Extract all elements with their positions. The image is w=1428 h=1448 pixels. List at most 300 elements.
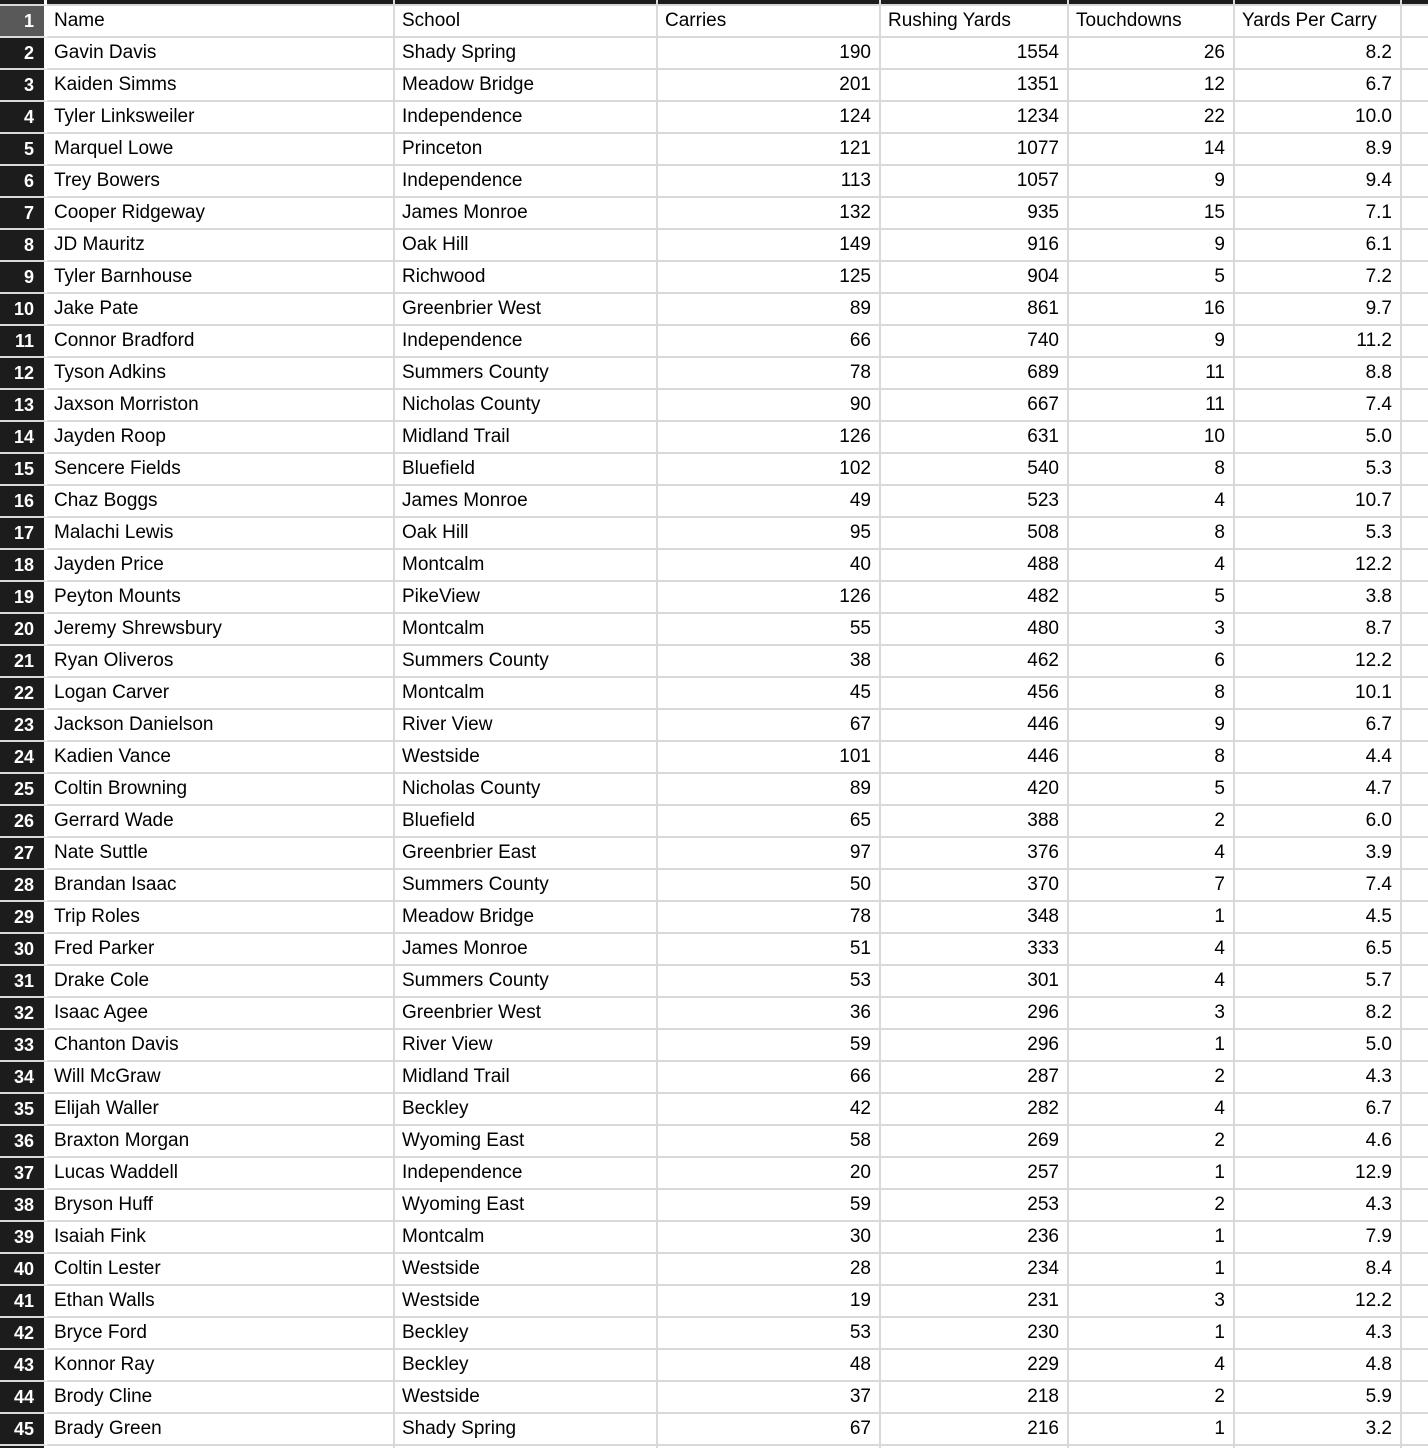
row-number[interactable]: 7 bbox=[0, 198, 47, 230]
row-number[interactable]: 30 bbox=[0, 934, 47, 966]
empty-cell[interactable] bbox=[1402, 390, 1428, 422]
cell-school[interactable]: Bluefield bbox=[395, 454, 658, 486]
cell-touchdowns[interactable]: 4 bbox=[1069, 838, 1235, 870]
cell-rushing-yards[interactable]: 480 bbox=[881, 614, 1069, 646]
cell-yards-per-carry[interactable]: 5.3 bbox=[1235, 454, 1402, 486]
empty-cell[interactable] bbox=[1402, 1158, 1428, 1190]
column-header-rushing-yards[interactable]: Rushing Yards bbox=[881, 6, 1069, 38]
cell-yards-per-carry[interactable]: 4.3 bbox=[1235, 1062, 1402, 1094]
cell-touchdowns[interactable]: 10 bbox=[1069, 422, 1235, 454]
cell-rushing-yards[interactable]: 667 bbox=[881, 390, 1069, 422]
empty-cell[interactable] bbox=[1402, 902, 1428, 934]
cell-yards-per-carry[interactable]: 4.4 bbox=[1235, 742, 1402, 774]
cell-yards-per-carry[interactable]: 5.0 bbox=[1235, 422, 1402, 454]
cell-yards-per-carry[interactable]: 8.2 bbox=[1235, 38, 1402, 70]
cell-school[interactable]: Independence bbox=[395, 102, 658, 134]
cell-school[interactable]: Oak Hill bbox=[395, 518, 658, 550]
cell-name[interactable]: Isaiah Fink bbox=[47, 1222, 395, 1254]
cell-school[interactable]: Westside bbox=[395, 1254, 658, 1286]
cell-touchdowns[interactable]: 4 bbox=[1069, 934, 1235, 966]
row-number[interactable]: 35 bbox=[0, 1094, 47, 1126]
cell-carries[interactable]: 67 bbox=[658, 710, 881, 742]
row-number[interactable]: 11 bbox=[0, 326, 47, 358]
row-number[interactable]: 18 bbox=[0, 550, 47, 582]
cell-name[interactable]: Connor Bradford bbox=[47, 326, 395, 358]
cell-touchdowns[interactable]: 1 bbox=[1069, 1254, 1235, 1286]
empty-cell[interactable] bbox=[1402, 774, 1428, 806]
cell-school[interactable]: Montcalm bbox=[395, 550, 658, 582]
cell-yards-per-carry[interactable]: 3.8 bbox=[1235, 582, 1402, 614]
cell-school[interactable]: James Monroe bbox=[395, 934, 658, 966]
cell-carries[interactable]: 66 bbox=[658, 1062, 881, 1094]
row-number[interactable]: 36 bbox=[0, 1126, 47, 1158]
empty-cell[interactable] bbox=[1402, 1030, 1428, 1062]
cell-carries[interactable]: 20 bbox=[658, 1158, 881, 1190]
row-number[interactable]: 24 bbox=[0, 742, 47, 774]
cell-yards-per-carry[interactable]: 12.2 bbox=[1235, 646, 1402, 678]
cell-touchdowns[interactable]: 3 bbox=[1069, 1286, 1235, 1318]
cell-carries[interactable]: 90 bbox=[658, 390, 881, 422]
cell-name[interactable]: Jackson Danielson bbox=[47, 710, 395, 742]
row-number[interactable]: 1 bbox=[0, 6, 47, 38]
row-number[interactable]: 15 bbox=[0, 454, 47, 486]
cell-name[interactable]: Drake Cole bbox=[47, 966, 395, 998]
cell-yards-per-carry[interactable]: 6.7 bbox=[1235, 710, 1402, 742]
empty-cell[interactable] bbox=[1402, 1222, 1428, 1254]
cell-touchdowns[interactable]: 5 bbox=[1069, 774, 1235, 806]
empty-cell[interactable] bbox=[1402, 6, 1428, 38]
cell-touchdowns[interactable]: 4 bbox=[1069, 1094, 1235, 1126]
row-number[interactable]: 17 bbox=[0, 518, 47, 550]
cell-touchdowns[interactable]: 2 bbox=[1069, 1382, 1235, 1414]
row-number[interactable]: 31 bbox=[0, 966, 47, 998]
empty-cell[interactable] bbox=[1402, 1254, 1428, 1286]
cell-name[interactable]: Kadien Vance bbox=[47, 742, 395, 774]
empty-cell[interactable] bbox=[1402, 1414, 1428, 1446]
cell-touchdowns[interactable]: 3 bbox=[1069, 998, 1235, 1030]
cell-yards-per-carry[interactable]: 8.8 bbox=[1235, 358, 1402, 390]
cell-name[interactable]: Chaz Boggs bbox=[47, 486, 395, 518]
cell-school[interactable]: Nicholas County bbox=[395, 774, 658, 806]
cell-carries[interactable]: 125 bbox=[658, 262, 881, 294]
row-number[interactable]: 12 bbox=[0, 358, 47, 390]
cell-school[interactable]: Montcalm bbox=[395, 1222, 658, 1254]
cell-school[interactable]: Meadow Bridge bbox=[395, 70, 658, 102]
cell-rushing-yards[interactable]: 482 bbox=[881, 582, 1069, 614]
row-number[interactable]: 16 bbox=[0, 486, 47, 518]
cell-touchdowns[interactable]: 26 bbox=[1069, 38, 1235, 70]
cell-school[interactable]: Beckley bbox=[395, 1350, 658, 1382]
empty-cell[interactable] bbox=[1402, 518, 1428, 550]
cell-touchdowns[interactable]: 7 bbox=[1069, 870, 1235, 902]
empty-cell[interactable] bbox=[1402, 38, 1428, 70]
cell-yards-per-carry[interactable]: 7.4 bbox=[1235, 390, 1402, 422]
row-number[interactable]: 40 bbox=[0, 1254, 47, 1286]
cell-carries[interactable]: 66 bbox=[658, 326, 881, 358]
cell-carries[interactable]: 126 bbox=[658, 582, 881, 614]
cell-name[interactable]: Malachi Lewis bbox=[47, 518, 395, 550]
cell-school[interactable]: Summers County bbox=[395, 870, 658, 902]
cell-rushing-yards[interactable]: 216 bbox=[881, 1414, 1069, 1446]
empty-cell[interactable] bbox=[1402, 166, 1428, 198]
column-header-yards-per-carry[interactable]: Yards Per Carry bbox=[1235, 6, 1402, 38]
empty-cell[interactable] bbox=[1402, 102, 1428, 134]
cell-name[interactable]: Brody Cline bbox=[47, 1382, 395, 1414]
cell-rushing-yards[interactable]: 523 bbox=[881, 486, 1069, 518]
empty-cell[interactable] bbox=[1402, 998, 1428, 1030]
cell-name[interactable]: Brandan Isaac bbox=[47, 870, 395, 902]
cell-carries[interactable]: 28 bbox=[658, 1254, 881, 1286]
cell-school[interactable]: River View bbox=[395, 1030, 658, 1062]
cell-rushing-yards[interactable]: 446 bbox=[881, 742, 1069, 774]
cell-yards-per-carry[interactable]: 8.2 bbox=[1235, 998, 1402, 1030]
cell-rushing-yards[interactable]: 446 bbox=[881, 710, 1069, 742]
cell-yards-per-carry[interactable]: 8.7 bbox=[1235, 614, 1402, 646]
row-number[interactable]: 23 bbox=[0, 710, 47, 742]
cell-touchdowns[interactable]: 11 bbox=[1069, 390, 1235, 422]
row-number[interactable]: 28 bbox=[0, 870, 47, 902]
cell-school[interactable]: Midland Trail bbox=[395, 1062, 658, 1094]
row-number[interactable]: 9 bbox=[0, 262, 47, 294]
cell-carries[interactable]: 45 bbox=[658, 678, 881, 710]
cell-name[interactable]: Coltin Lester bbox=[47, 1254, 395, 1286]
cell-rushing-yards[interactable]: 689 bbox=[881, 358, 1069, 390]
cell-school[interactable]: Westside bbox=[395, 1382, 658, 1414]
cell-rushing-yards[interactable]: 456 bbox=[881, 678, 1069, 710]
cell-school[interactable]: Independence bbox=[395, 166, 658, 198]
cell-carries[interactable]: 48 bbox=[658, 1350, 881, 1382]
cell-touchdowns[interactable]: 1 bbox=[1069, 1318, 1235, 1350]
cell-yards-per-carry[interactable]: 5.7 bbox=[1235, 966, 1402, 998]
column-header-touchdowns[interactable]: Touchdowns bbox=[1069, 6, 1235, 38]
cell-school[interactable]: Summers County bbox=[395, 358, 658, 390]
cell-carries[interactable]: 201 bbox=[658, 70, 881, 102]
empty-cell[interactable] bbox=[1402, 966, 1428, 998]
cell-touchdowns[interactable]: 6 bbox=[1069, 646, 1235, 678]
cell-school[interactable]: Westside bbox=[395, 1286, 658, 1318]
cell-rushing-yards[interactable]: 229 bbox=[881, 1350, 1069, 1382]
cell-yards-per-carry[interactable]: 12.2 bbox=[1235, 1286, 1402, 1318]
cell-name[interactable]: Braxton Morgan bbox=[47, 1126, 395, 1158]
cell-yards-per-carry[interactable]: 6.1 bbox=[1235, 230, 1402, 262]
row-number[interactable]: 14 bbox=[0, 422, 47, 454]
row-number[interactable]: 29 bbox=[0, 902, 47, 934]
row-number[interactable]: 20 bbox=[0, 614, 47, 646]
cell-school[interactable]: Greenbrier West bbox=[395, 294, 658, 326]
cell-name[interactable]: Peyton Mounts bbox=[47, 582, 395, 614]
cell-touchdowns[interactable]: 5 bbox=[1069, 262, 1235, 294]
cell-rushing-yards[interactable]: 1234 bbox=[881, 102, 1069, 134]
cell-name[interactable]: JD Mauritz bbox=[47, 230, 395, 262]
cell-yards-per-carry[interactable]: 5.9 bbox=[1235, 1382, 1402, 1414]
cell-rushing-yards[interactable]: 230 bbox=[881, 1318, 1069, 1350]
cell-name[interactable]: Gerrard Wade bbox=[47, 806, 395, 838]
cell-yards-per-carry[interactable]: 10.0 bbox=[1235, 102, 1402, 134]
cell-yards-per-carry[interactable]: 12.9 bbox=[1235, 1158, 1402, 1190]
cell-carries[interactable]: 78 bbox=[658, 902, 881, 934]
cell-yards-per-carry[interactable]: 4.6 bbox=[1235, 1126, 1402, 1158]
cell-school[interactable]: PikeView bbox=[395, 582, 658, 614]
cell-yards-per-carry[interactable]: 4.5 bbox=[1235, 902, 1402, 934]
cell-touchdowns[interactable]: 12 bbox=[1069, 70, 1235, 102]
cell-school[interactable]: James Monroe bbox=[395, 486, 658, 518]
cell-touchdowns[interactable]: 8 bbox=[1069, 678, 1235, 710]
cell-school[interactable]: Summers County bbox=[395, 966, 658, 998]
cell-carries[interactable]: 65 bbox=[658, 806, 881, 838]
empty-cell[interactable] bbox=[1402, 870, 1428, 902]
cell-rushing-yards[interactable]: 540 bbox=[881, 454, 1069, 486]
cell-rushing-yards[interactable]: 253 bbox=[881, 1190, 1069, 1222]
cell-touchdowns[interactable]: 2 bbox=[1069, 1126, 1235, 1158]
cell-touchdowns[interactable]: 14 bbox=[1069, 134, 1235, 166]
empty-cell[interactable] bbox=[1402, 1286, 1428, 1318]
cell-name[interactable]: Bryce Ford bbox=[47, 1318, 395, 1350]
cell-yards-per-carry[interactable]: 7.4 bbox=[1235, 870, 1402, 902]
cell-name[interactable]: Chanton Davis bbox=[47, 1030, 395, 1062]
empty-cell[interactable] bbox=[1402, 1062, 1428, 1094]
cell-rushing-yards[interactable]: 257 bbox=[881, 1158, 1069, 1190]
cell-name[interactable]: Logan Carver bbox=[47, 678, 395, 710]
cell-school[interactable]: Beckley bbox=[395, 1094, 658, 1126]
column-header-name[interactable]: Name bbox=[47, 6, 395, 38]
row-number[interactable]: 19 bbox=[0, 582, 47, 614]
cell-school[interactable]: Westside bbox=[395, 742, 658, 774]
cell-rushing-yards[interactable]: 508 bbox=[881, 518, 1069, 550]
cell-name[interactable]: Sencere Fields bbox=[47, 454, 395, 486]
cell-yards-per-carry[interactable]: 6.7 bbox=[1235, 70, 1402, 102]
empty-cell[interactable] bbox=[1402, 582, 1428, 614]
cell-rushing-yards[interactable]: 631 bbox=[881, 422, 1069, 454]
cell-carries[interactable]: 101 bbox=[658, 742, 881, 774]
cell-carries[interactable]: 59 bbox=[658, 1030, 881, 1062]
cell-rushing-yards[interactable]: 282 bbox=[881, 1094, 1069, 1126]
cell-touchdowns[interactable]: 11 bbox=[1069, 358, 1235, 390]
cell-rushing-yards[interactable]: 234 bbox=[881, 1254, 1069, 1286]
cell-school[interactable]: Greenbrier East bbox=[395, 838, 658, 870]
cell-school[interactable]: Princeton bbox=[395, 134, 658, 166]
cell-carries[interactable]: 149 bbox=[658, 230, 881, 262]
cell-carries[interactable]: 55 bbox=[658, 614, 881, 646]
cell-touchdowns[interactable]: 8 bbox=[1069, 518, 1235, 550]
cell-touchdowns[interactable]: 2 bbox=[1069, 1062, 1235, 1094]
cell-rushing-yards[interactable]: 376 bbox=[881, 838, 1069, 870]
empty-cell[interactable] bbox=[1402, 806, 1428, 838]
empty-cell[interactable] bbox=[1402, 550, 1428, 582]
cell-name[interactable]: Bryson Huff bbox=[47, 1190, 395, 1222]
cell-name[interactable]: Trey Bowers bbox=[47, 166, 395, 198]
cell-name[interactable]: Tyson Adkins bbox=[47, 358, 395, 390]
cell-yards-per-carry[interactable]: 12.2 bbox=[1235, 550, 1402, 582]
cell-touchdowns[interactable]: 2 bbox=[1069, 1190, 1235, 1222]
cell-carries[interactable]: 124 bbox=[658, 102, 881, 134]
cell-school[interactable]: Wyoming East bbox=[395, 1190, 658, 1222]
cell-yards-per-carry[interactable]: 7.9 bbox=[1235, 1222, 1402, 1254]
cell-name[interactable]: Kaiden Simms bbox=[47, 70, 395, 102]
cell-rushing-yards[interactable]: 296 bbox=[881, 998, 1069, 1030]
cell-name[interactable]: Jeremy Shrewsbury bbox=[47, 614, 395, 646]
cell-yards-per-carry[interactable]: 10.7 bbox=[1235, 486, 1402, 518]
cell-school[interactable]: Richwood bbox=[395, 262, 658, 294]
cell-carries[interactable]: 38 bbox=[658, 646, 881, 678]
cell-touchdowns[interactable]: 4 bbox=[1069, 966, 1235, 998]
cell-yards-per-carry[interactable]: 9.7 bbox=[1235, 294, 1402, 326]
cell-name[interactable]: Tyler Linksweiler bbox=[47, 102, 395, 134]
cell-rushing-yards[interactable]: 348 bbox=[881, 902, 1069, 934]
row-number[interactable]: 26 bbox=[0, 806, 47, 838]
cell-carries[interactable]: 95 bbox=[658, 518, 881, 550]
cell-yards-per-carry[interactable]: 7.1 bbox=[1235, 198, 1402, 230]
empty-cell[interactable] bbox=[1402, 70, 1428, 102]
cell-name[interactable]: Jaxson Morriston bbox=[47, 390, 395, 422]
cell-touchdowns[interactable]: 1 bbox=[1069, 1222, 1235, 1254]
cell-yards-per-carry[interactable]: 3.9 bbox=[1235, 838, 1402, 870]
cell-school[interactable]: Montcalm bbox=[395, 614, 658, 646]
row-number[interactable]: 6 bbox=[0, 166, 47, 198]
cell-yards-per-carry[interactable]: 10.1 bbox=[1235, 678, 1402, 710]
cell-touchdowns[interactable]: 8 bbox=[1069, 454, 1235, 486]
empty-cell[interactable] bbox=[1402, 326, 1428, 358]
cell-carries[interactable]: 58 bbox=[658, 1126, 881, 1158]
row-number[interactable]: 37 bbox=[0, 1158, 47, 1190]
cell-touchdowns[interactable]: 5 bbox=[1069, 582, 1235, 614]
cell-carries[interactable]: 67 bbox=[658, 1414, 881, 1446]
row-number[interactable]: 43 bbox=[0, 1350, 47, 1382]
empty-cell[interactable] bbox=[1402, 934, 1428, 966]
cell-name[interactable]: Lucas Waddell bbox=[47, 1158, 395, 1190]
cell-carries[interactable]: 132 bbox=[658, 198, 881, 230]
cell-name[interactable]: Nate Suttle bbox=[47, 838, 395, 870]
cell-touchdowns[interactable]: 1 bbox=[1069, 1158, 1235, 1190]
cell-yards-per-carry[interactable]: 6.0 bbox=[1235, 806, 1402, 838]
cell-rushing-yards[interactable]: 935 bbox=[881, 198, 1069, 230]
row-number[interactable]: 21 bbox=[0, 646, 47, 678]
cell-school[interactable]: River View bbox=[395, 710, 658, 742]
cell-rushing-yards[interactable]: 1077 bbox=[881, 134, 1069, 166]
empty-cell[interactable] bbox=[1402, 422, 1428, 454]
row-number[interactable]: 32 bbox=[0, 998, 47, 1030]
row-number[interactable]: 27 bbox=[0, 838, 47, 870]
cell-carries[interactable]: 89 bbox=[658, 774, 881, 806]
empty-cell[interactable] bbox=[1402, 614, 1428, 646]
cell-yards-per-carry[interactable]: 8.9 bbox=[1235, 134, 1402, 166]
cell-rushing-yards[interactable]: 236 bbox=[881, 1222, 1069, 1254]
row-number[interactable]: 3 bbox=[0, 70, 47, 102]
cell-touchdowns[interactable]: 4 bbox=[1069, 486, 1235, 518]
cell-carries[interactable]: 37 bbox=[658, 1382, 881, 1414]
cell-name[interactable]: Isaac Agee bbox=[47, 998, 395, 1030]
cell-school[interactable]: Oak Hill bbox=[395, 230, 658, 262]
cell-rushing-yards[interactable]: 1351 bbox=[881, 70, 1069, 102]
cell-name[interactable]: Ethan Walls bbox=[47, 1286, 395, 1318]
cell-carries[interactable]: 53 bbox=[658, 966, 881, 998]
empty-cell[interactable] bbox=[1402, 1126, 1428, 1158]
cell-rushing-yards[interactable]: 301 bbox=[881, 966, 1069, 998]
cell-carries[interactable]: 121 bbox=[658, 134, 881, 166]
cell-carries[interactable]: 59 bbox=[658, 1190, 881, 1222]
cell-name[interactable]: Konnor Ray bbox=[47, 1350, 395, 1382]
cell-touchdowns[interactable]: 15 bbox=[1069, 198, 1235, 230]
cell-rushing-yards[interactable]: 861 bbox=[881, 294, 1069, 326]
cell-touchdowns[interactable]: 3 bbox=[1069, 614, 1235, 646]
cell-school[interactable]: Midland Trail bbox=[395, 422, 658, 454]
cell-name[interactable]: Jayden Price bbox=[47, 550, 395, 582]
cell-rushing-yards[interactable]: 370 bbox=[881, 870, 1069, 902]
cell-name[interactable]: Brady Green bbox=[47, 1414, 395, 1446]
row-number[interactable]: 5 bbox=[0, 134, 47, 166]
cell-carries[interactable]: 89 bbox=[658, 294, 881, 326]
empty-cell[interactable] bbox=[1402, 710, 1428, 742]
cell-school[interactable]: Nicholas County bbox=[395, 390, 658, 422]
cell-yards-per-carry[interactable]: 3.2 bbox=[1235, 1414, 1402, 1446]
row-number[interactable]: 45 bbox=[0, 1414, 47, 1446]
cell-touchdowns[interactable]: 8 bbox=[1069, 742, 1235, 774]
cell-rushing-yards[interactable]: 462 bbox=[881, 646, 1069, 678]
cell-carries[interactable]: 50 bbox=[658, 870, 881, 902]
empty-cell[interactable] bbox=[1402, 358, 1428, 390]
cell-rushing-yards[interactable]: 420 bbox=[881, 774, 1069, 806]
empty-cell[interactable] bbox=[1402, 742, 1428, 774]
row-number[interactable]: 42 bbox=[0, 1318, 47, 1350]
cell-yards-per-carry[interactable]: 6.5 bbox=[1235, 934, 1402, 966]
cell-touchdowns[interactable]: 9 bbox=[1069, 326, 1235, 358]
empty-cell[interactable] bbox=[1402, 678, 1428, 710]
cell-yards-per-carry[interactable]: 5.0 bbox=[1235, 1030, 1402, 1062]
empty-cell[interactable] bbox=[1402, 646, 1428, 678]
cell-yards-per-carry[interactable]: 4.3 bbox=[1235, 1190, 1402, 1222]
cell-touchdowns[interactable]: 1 bbox=[1069, 1414, 1235, 1446]
cell-carries[interactable]: 49 bbox=[658, 486, 881, 518]
cell-touchdowns[interactable]: 4 bbox=[1069, 1350, 1235, 1382]
cell-rushing-yards[interactable]: 269 bbox=[881, 1126, 1069, 1158]
cell-rushing-yards[interactable]: 1057 bbox=[881, 166, 1069, 198]
cell-school[interactable]: Summers County bbox=[395, 646, 658, 678]
cell-carries[interactable]: 113 bbox=[658, 166, 881, 198]
cell-yards-per-carry[interactable]: 11.2 bbox=[1235, 326, 1402, 358]
cell-name[interactable]: Jake Pate bbox=[47, 294, 395, 326]
cell-yards-per-carry[interactable]: 4.8 bbox=[1235, 1350, 1402, 1382]
cell-name[interactable]: Fred Parker bbox=[47, 934, 395, 966]
cell-touchdowns[interactable]: 16 bbox=[1069, 294, 1235, 326]
cell-rushing-yards[interactable]: 231 bbox=[881, 1286, 1069, 1318]
cell-school[interactable]: Shady Spring bbox=[395, 1414, 658, 1446]
cell-name[interactable]: Gavin Davis bbox=[47, 38, 395, 70]
cell-carries[interactable]: 36 bbox=[658, 998, 881, 1030]
cell-school[interactable]: Montcalm bbox=[395, 678, 658, 710]
cell-touchdowns[interactable]: 1 bbox=[1069, 1030, 1235, 1062]
cell-school[interactable]: James Monroe bbox=[395, 198, 658, 230]
cell-school[interactable]: Wyoming East bbox=[395, 1126, 658, 1158]
row-number[interactable]: 34 bbox=[0, 1062, 47, 1094]
empty-cell[interactable] bbox=[1402, 1318, 1428, 1350]
cell-name[interactable]: Elijah Waller bbox=[47, 1094, 395, 1126]
cell-carries[interactable]: 30 bbox=[658, 1222, 881, 1254]
cell-carries[interactable]: 42 bbox=[658, 1094, 881, 1126]
cell-carries[interactable]: 19 bbox=[658, 1286, 881, 1318]
cell-school[interactable]: Greenbrier West bbox=[395, 998, 658, 1030]
cell-yards-per-carry[interactable]: 8.4 bbox=[1235, 1254, 1402, 1286]
cell-name[interactable]: Marquel Lowe bbox=[47, 134, 395, 166]
cell-school[interactable]: Meadow Bridge bbox=[395, 902, 658, 934]
row-number[interactable]: 39 bbox=[0, 1222, 47, 1254]
cell-yards-per-carry[interactable]: 4.7 bbox=[1235, 774, 1402, 806]
cell-rushing-yards[interactable]: 1554 bbox=[881, 38, 1069, 70]
cell-rushing-yards[interactable]: 287 bbox=[881, 1062, 1069, 1094]
cell-rushing-yards[interactable]: 916 bbox=[881, 230, 1069, 262]
cell-carries[interactable]: 78 bbox=[658, 358, 881, 390]
cell-name[interactable]: Coltin Browning bbox=[47, 774, 395, 806]
row-number[interactable]: 38 bbox=[0, 1190, 47, 1222]
column-header-carries[interactable]: Carries bbox=[658, 6, 881, 38]
